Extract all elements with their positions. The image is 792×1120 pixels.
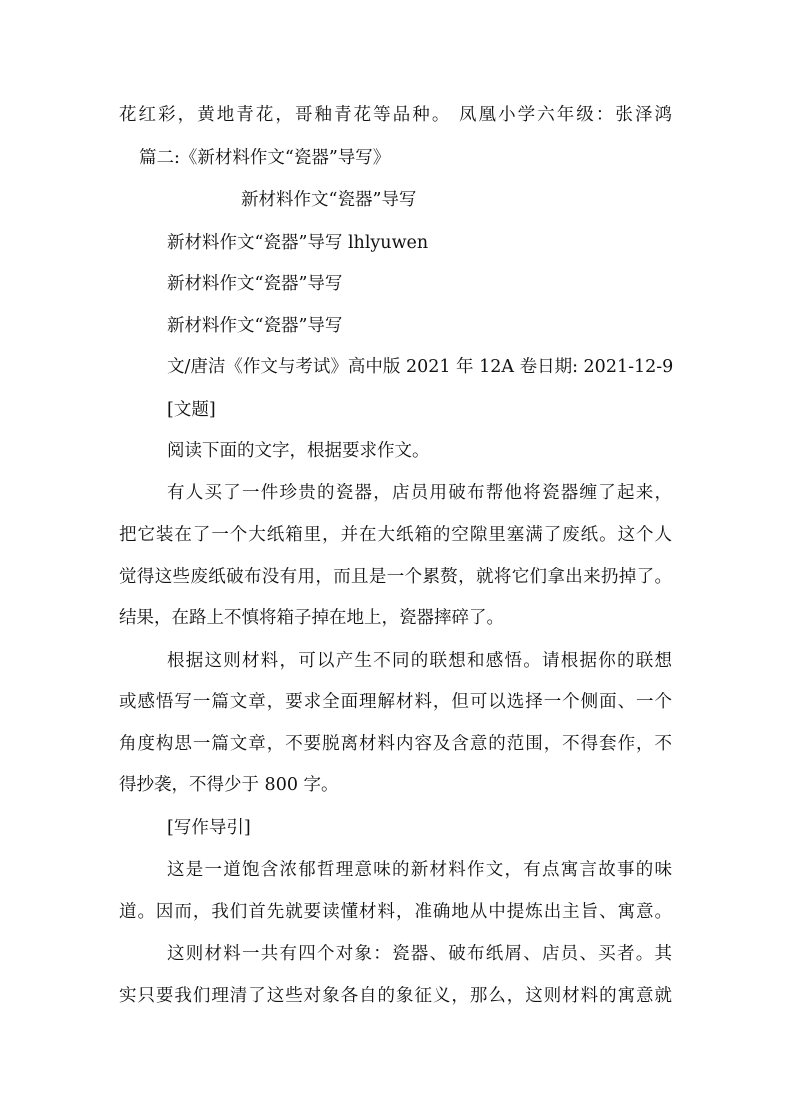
article-title: 新材料作文“瓷器”导写 (241, 190, 417, 210)
text-line: 新材料作文“瓷器”导写 lhlyuwen (167, 233, 429, 253)
paragraph-line: 觉得这些废纸破布没有用，而且是一个累赘，就将它们拿出来扔掉了。 (119, 567, 672, 587)
paragraph-line: 把它装在了一个大纸箱里，并在大纸箱的空隙里塞满了废纸。这个人 (119, 525, 672, 545)
paragraph-line: 根据这则材料，可以产生不同的联想和感悟。请根据你的联想 (167, 651, 672, 671)
subheading-prompt: [文题] (167, 400, 216, 420)
text-line: 花红彩，黄地青花，哥釉青花等品种。 凤凰小学六年级：张泽鸿 (119, 105, 672, 125)
byline: 文/唐洁《作文与考试》高中版 2021 年 12A 卷日期: 2021-12-9 (167, 357, 674, 377)
paragraph-line: 结果，在路上不慎将箱子掉在地上，瓷器摔碎了。 (119, 608, 504, 628)
paragraph-line: 道。因而，我们首先就要读懂材料，准确地从中提炼出主旨、寓意。 (119, 902, 672, 922)
section-heading: 篇二:《新材料作文“瓷器”导写》 (139, 148, 391, 168)
paragraph-line: 这是一道饱含浓郁哲理意味的新材料作文，有点寓言故事的味 (167, 860, 672, 880)
text-line: 新材料作文“瓷器”导写 (167, 316, 343, 336)
subheading-guide: [写作导引] (167, 818, 251, 838)
paragraph-line: 或感悟写一篇文章，要求全面理解材料，但可以选择一个侧面、一个 (119, 692, 672, 712)
text-line: 新材料作文“瓷器”导写 (167, 274, 343, 294)
paragraph-line: 这则材料一共有四个对象：瓷器、破布纸屑、店员、买者。其 (167, 944, 672, 964)
text-line: 阅读下面的文字，根据要求作文。 (167, 441, 430, 461)
paragraph-line: 实只要我们理清了这些对象各自的象征义，那么，这则材料的寓意就 (119, 986, 672, 1006)
paragraph-line: 角度构思一篇文章，不要脱离材料内容及含意的范围，不得套作，不 (119, 734, 672, 754)
paragraph-line: 有人买了一件珍贵的瓷器，店员用破布帮他将瓷器缠了起来， (167, 483, 672, 503)
paragraph-line: 得抄袭，不得少于 800 字。 (119, 775, 339, 795)
